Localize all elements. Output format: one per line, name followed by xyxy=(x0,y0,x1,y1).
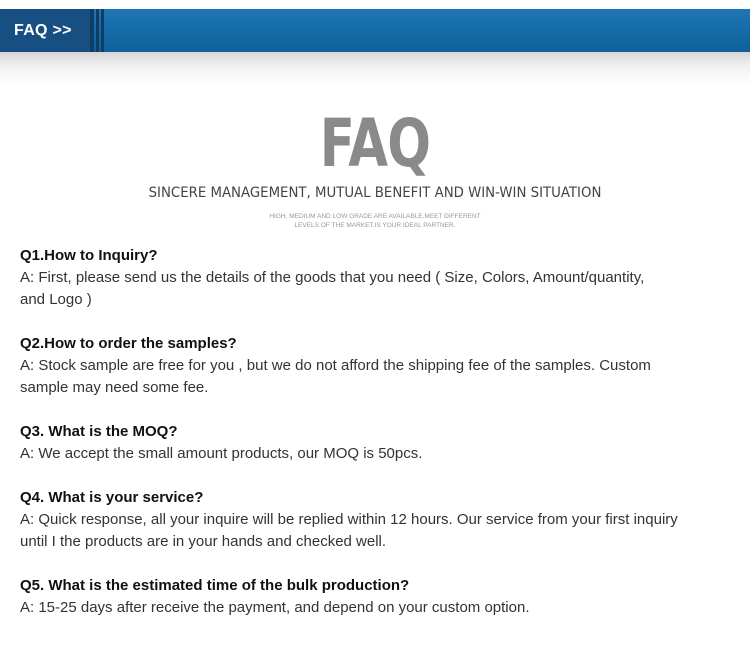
faq-question: Q1.How to Inquiry? xyxy=(20,247,158,264)
page-title: FAQ xyxy=(319,105,431,182)
faq-answer-line: A: 15-25 days after receive the payment, and depend on your custom option. xyxy=(20,599,530,616)
faq-item xyxy=(20,333,730,399)
faq-item xyxy=(20,245,730,311)
faq-answer-line: A: Stock sample are free for you , but we do not afford the shipping fee of the samples. Custom xyxy=(20,357,651,374)
faq-list xyxy=(20,245,730,619)
banner-shadow xyxy=(0,52,750,86)
faq-question: Q5. What is the estimated time of the bulk production? xyxy=(20,577,410,594)
faq-item xyxy=(20,575,730,619)
faq-answer-line: A: Quick response, all your inquire will be replied within 12 hours. Our service from your first inquiry xyxy=(20,511,678,528)
banner-label: FAQ >> xyxy=(14,22,72,39)
faq-answer-line: sample may need some fee. xyxy=(20,379,209,396)
faq-question: Q2.How to order the samples? xyxy=(20,335,237,352)
faq-banner xyxy=(0,9,750,52)
tagline-line-1: HIGH, MEDIUM AND LOW GRADE ARE AVAILABLE.MEET DIFFERENT xyxy=(269,213,481,220)
banner-stripe xyxy=(96,9,99,52)
faq-item xyxy=(20,487,730,553)
page-subtitle: SINCERE MANAGEMENT, MUTUAL BENEFIT AND WIN-WIN SITUATION xyxy=(148,185,602,201)
faq-question: Q3. What is the MOQ? xyxy=(20,423,178,440)
faq-question: Q4. What is your service? xyxy=(20,489,204,506)
faq-answer-line: A: We accept the small amount products, our MOQ is 50pcs. xyxy=(20,445,423,462)
tagline-line-2: LEVELS OF THE MARKET.IS YOUR IDEAL PARTNER. xyxy=(294,222,456,229)
banner-stripe xyxy=(101,9,104,52)
faq-answer-line: and Logo ) xyxy=(20,291,92,308)
faq-answer-line: until I the products are in your hands and checked well. xyxy=(20,533,387,550)
faq-item xyxy=(20,421,730,465)
faq-answer-line: A: First, please send us the details of the goods that you need ( Size, Colors, Amount/quantity, xyxy=(20,269,645,286)
banner-stripe xyxy=(90,9,94,52)
